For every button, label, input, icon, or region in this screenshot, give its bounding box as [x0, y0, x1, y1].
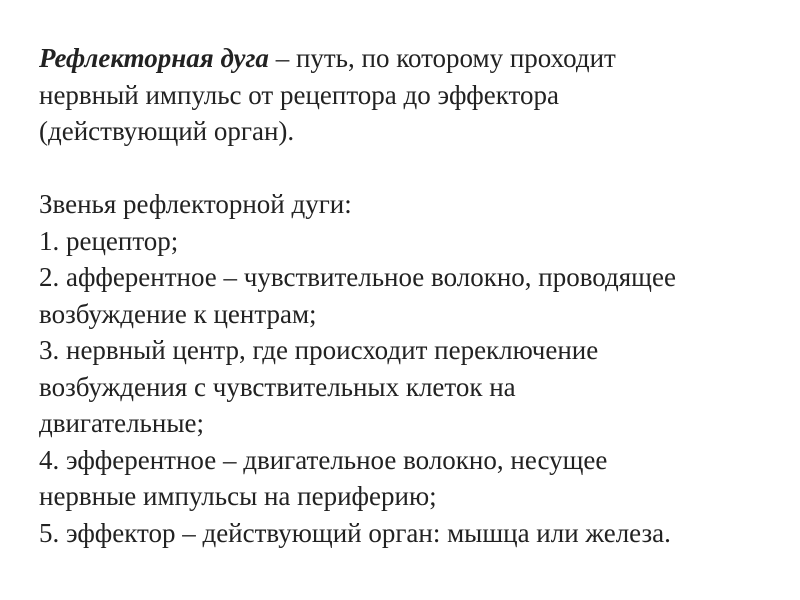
- list-item-3-line-3: двигательные;: [39, 408, 204, 438]
- list-item-3-line-2: возбуждения с чувствительных клеток на: [39, 371, 516, 402]
- definition-line-1: [39, 40, 779, 77]
- definition-line-2: нервный импульс от рецептора до эффектора: [39, 79, 559, 110]
- list-item-1-line-1: 1. рецептор;: [39, 225, 179, 256]
- list-item-4-line-1: 4. эфферентное – двигательное волокно, несущее: [39, 444, 608, 475]
- definition-line-3: (действующий орган).: [39, 116, 295, 146]
- definition-text-1: – путь, по которому проходит: [268, 43, 616, 73]
- definition-term: Рефлекторная дуга: [39, 43, 269, 73]
- links-heading: Звенья рефлекторной дуги:: [39, 189, 352, 219]
- list-item-2-line-1: 2. афферентное – чувствительное волокно, проводящее: [39, 262, 676, 292]
- list-item-2-line-2: возбуждение к центрам;: [39, 298, 317, 329]
- list-item-3-line-1: 3. нервный центр, где происходит переключение: [39, 335, 599, 365]
- slide-text: [39, 40, 779, 551]
- list-item-4-line-2: нервные импульсы на периферию;: [39, 481, 437, 511]
- paragraph-gap: [39, 150, 779, 187]
- list-item-5-line-1: 5. эффектор – действующий орган: мышца или железа.: [39, 517, 671, 548]
